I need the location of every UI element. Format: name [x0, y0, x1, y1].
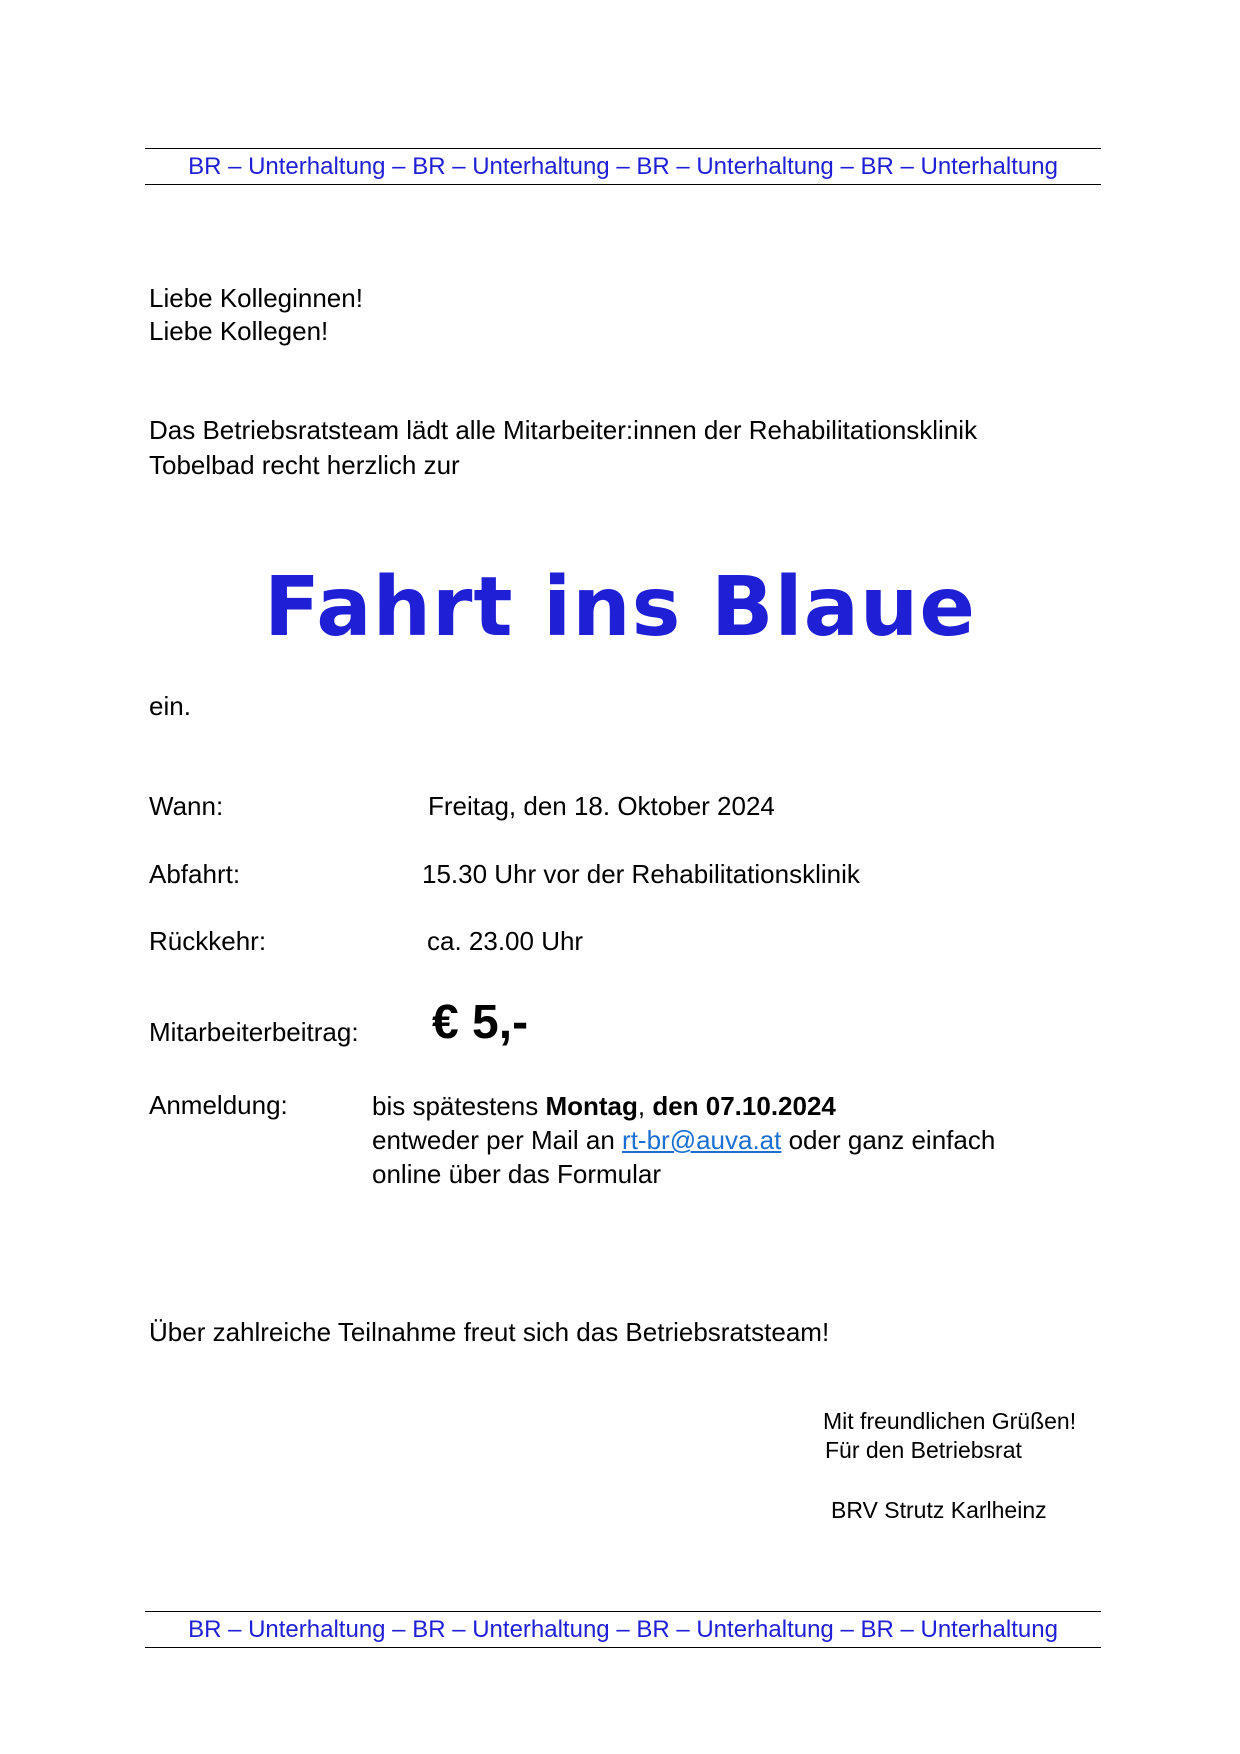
beitrag-label: Mitarbeiterbeitrag:	[149, 1017, 359, 1047]
email-link[interactable]: rt-br@auva.at	[622, 1125, 782, 1155]
deadline-weekday: Montag	[545, 1091, 638, 1121]
intro-line-2: Tobelbad recht herzlich zur	[149, 450, 460, 480]
wann-label: Wann:	[149, 791, 224, 821]
event-title: Fahrt ins Blaue	[264, 560, 976, 655]
wann-value: Freitag, den 18. Oktober 2024	[428, 791, 775, 821]
greeting-line-2: Liebe Kollegen!	[149, 316, 329, 346]
closing-text: Über zahlreiche Teilnahme freut sich das Betriebsratsteam!	[149, 1317, 830, 1347]
header-banner: BR – Unterhaltung – BR – Unterhaltung – BR – Unterhaltung – BR – Unterhaltung	[145, 148, 1101, 185]
anmeldung-line-3: online über das Formular	[372, 1159, 662, 1189]
greeting-line-1: Liebe Kolleginnen!	[149, 283, 363, 313]
beitrag-price: € 5,-	[432, 996, 529, 1049]
intro-line-1: Das Betriebsratsteam lädt alle Mitarbeiter:innen der Rehabilitationsklinik	[149, 415, 978, 445]
anmeldung-label: Anmeldung:	[149, 1090, 288, 1120]
rueckkehr-label: Rückkehr:	[149, 926, 267, 956]
abfahrt-label: Abfahrt:	[149, 859, 241, 889]
rueckkehr-value: ca. 23.00 Uhr	[427, 926, 584, 956]
signature-for: Für den Betriebsrat	[825, 1437, 1022, 1463]
footer-banner: BR – Unterhaltung – BR – Unterhaltung – BR – Unterhaltung – BR – Unterhaltung	[145, 1611, 1101, 1648]
deadline-prefix: bis spätestens	[372, 1091, 546, 1121]
deadline-date: den 07.10.2024	[652, 1091, 836, 1121]
mail-suffix: oder ganz einfach	[781, 1125, 996, 1155]
anmeldung-line-2	[372, 1123, 995, 1157]
signature-name: BRV Strutz Karlheinz	[831, 1497, 1047, 1523]
mail-prefix: entweder per Mail an	[372, 1125, 623, 1155]
ein-text: ein.	[149, 691, 191, 721]
anmeldung-details	[372, 1089, 995, 1191]
abfahrt-value: 15.30 Uhr vor der Rehabilitationsklinik	[422, 859, 860, 889]
signature-greeting: Mit freundlichen Grüßen!	[823, 1408, 1077, 1434]
anmeldung-line-1	[372, 1089, 995, 1123]
deadline-separator: ,	[637, 1091, 653, 1121]
